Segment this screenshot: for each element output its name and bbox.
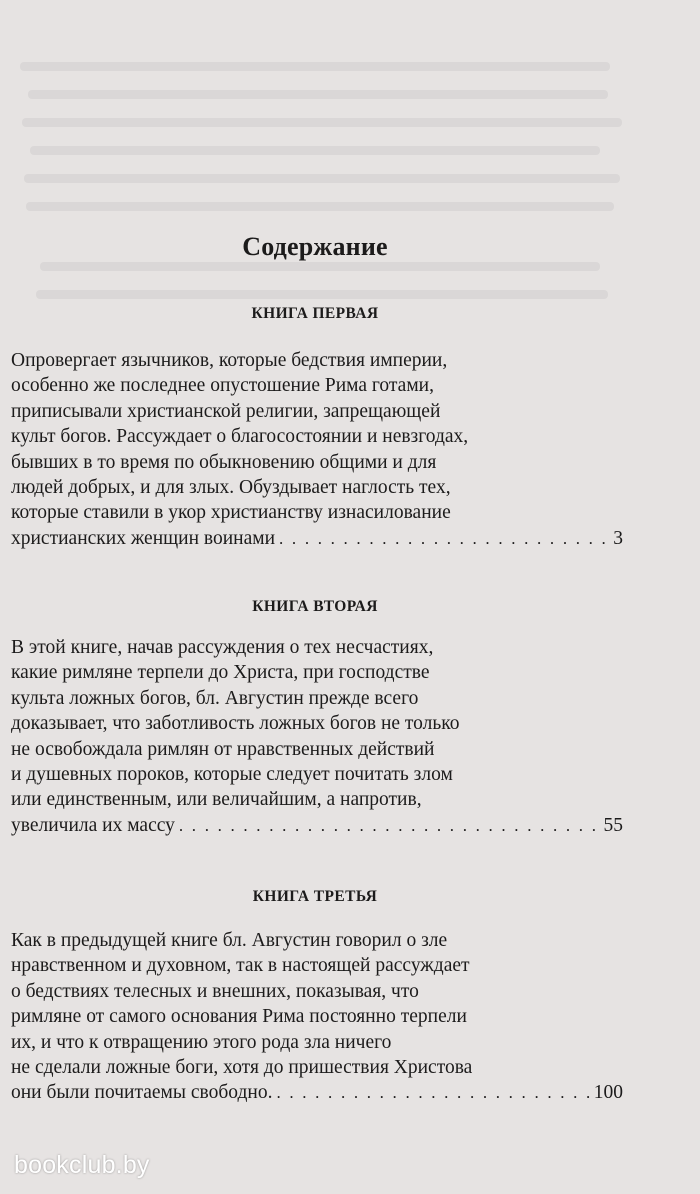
- entry-line: особенно же последнее опустошение Рима готами,: [11, 375, 434, 397]
- book-heading-3: КНИГА ТРЕТЬЯ: [252, 888, 378, 905]
- entry-line: культа ложных богов, бл. Августин прежде всего: [11, 687, 419, 709]
- entry-line: В этой книге, начав рассуждения о тех несчастиях,: [11, 637, 434, 658]
- entry-line: приписывали христианской религии, запрещающей: [11, 400, 441, 422]
- entry-line: людей добрых, и для злых. Обуздывает наглость тех,: [11, 476, 451, 498]
- entry-line: бывших в то время по обыкновению общими и для: [11, 451, 437, 473]
- entry-line: увеличила их массу: [11, 814, 175, 836]
- entry-line: доказывает, что заботливость ложных богов не только: [11, 713, 460, 735]
- entry-line: они были почитаемы свободно.: [11, 1082, 273, 1104]
- toc-entry-2[interactable]: [11, 635, 623, 838]
- entry-last-line: [11, 813, 623, 838]
- entry-line: римляне от самого основания Рима постоянно терпели: [11, 1006, 467, 1028]
- dot-leader: [276, 1080, 589, 1105]
- toc-entry-1[interactable]: [11, 348, 623, 551]
- dot-leader: [179, 813, 600, 838]
- entry-line: и душевных пороков, которые следует почитать злом: [11, 763, 453, 785]
- entry-line: которые ставили в укор христианству изнасилование: [11, 502, 451, 524]
- entry-line: не сделали ложные боги, хотя до пришествия Христова: [11, 1056, 473, 1078]
- entry-line: о бедствиях телесных и внешних, показывая, что: [11, 980, 419, 1002]
- entry-last-line: [11, 1080, 623, 1105]
- entry-line: или единственным, или величайшим, а напротив,: [11, 789, 422, 811]
- entry-last-line: [11, 526, 623, 551]
- book-heading-2: КНИГА ВТОРАЯ: [252, 598, 378, 615]
- entry-line: нравственном и духовном, так в настоящей рассуждает: [11, 955, 470, 977]
- entry-line: культ богов. Рассуждает о благосостоянии и невзгодах,: [11, 426, 469, 448]
- entry-line: Как в предыдущей книге бл. Августин говорил о зле: [11, 930, 448, 951]
- page-number: 55: [603, 814, 623, 836]
- entry-line: не освобождала римлян от нравственных действий: [11, 738, 435, 760]
- toc-entry-3[interactable]: [11, 928, 623, 1106]
- entry-line: Опровергает язычников, которые бедствия империи,: [11, 350, 448, 371]
- entry-line: какие римляне терпели до Христа, при господстве: [11, 662, 430, 684]
- dot-leader: [279, 526, 609, 551]
- entry-line: христианских женщин воинами: [11, 527, 276, 549]
- entry-line: их, и что к отвращению этого рода зла ничего: [11, 1031, 392, 1053]
- watermark: bookclub.by: [14, 1151, 150, 1179]
- page-number: 100: [593, 1082, 623, 1104]
- book-heading-1: КНИГА ПЕРВАЯ: [251, 305, 379, 322]
- page-title: Содержание: [242, 232, 388, 261]
- page-number: 3: [613, 527, 623, 549]
- show-through-texture: [0, 0, 700, 330]
